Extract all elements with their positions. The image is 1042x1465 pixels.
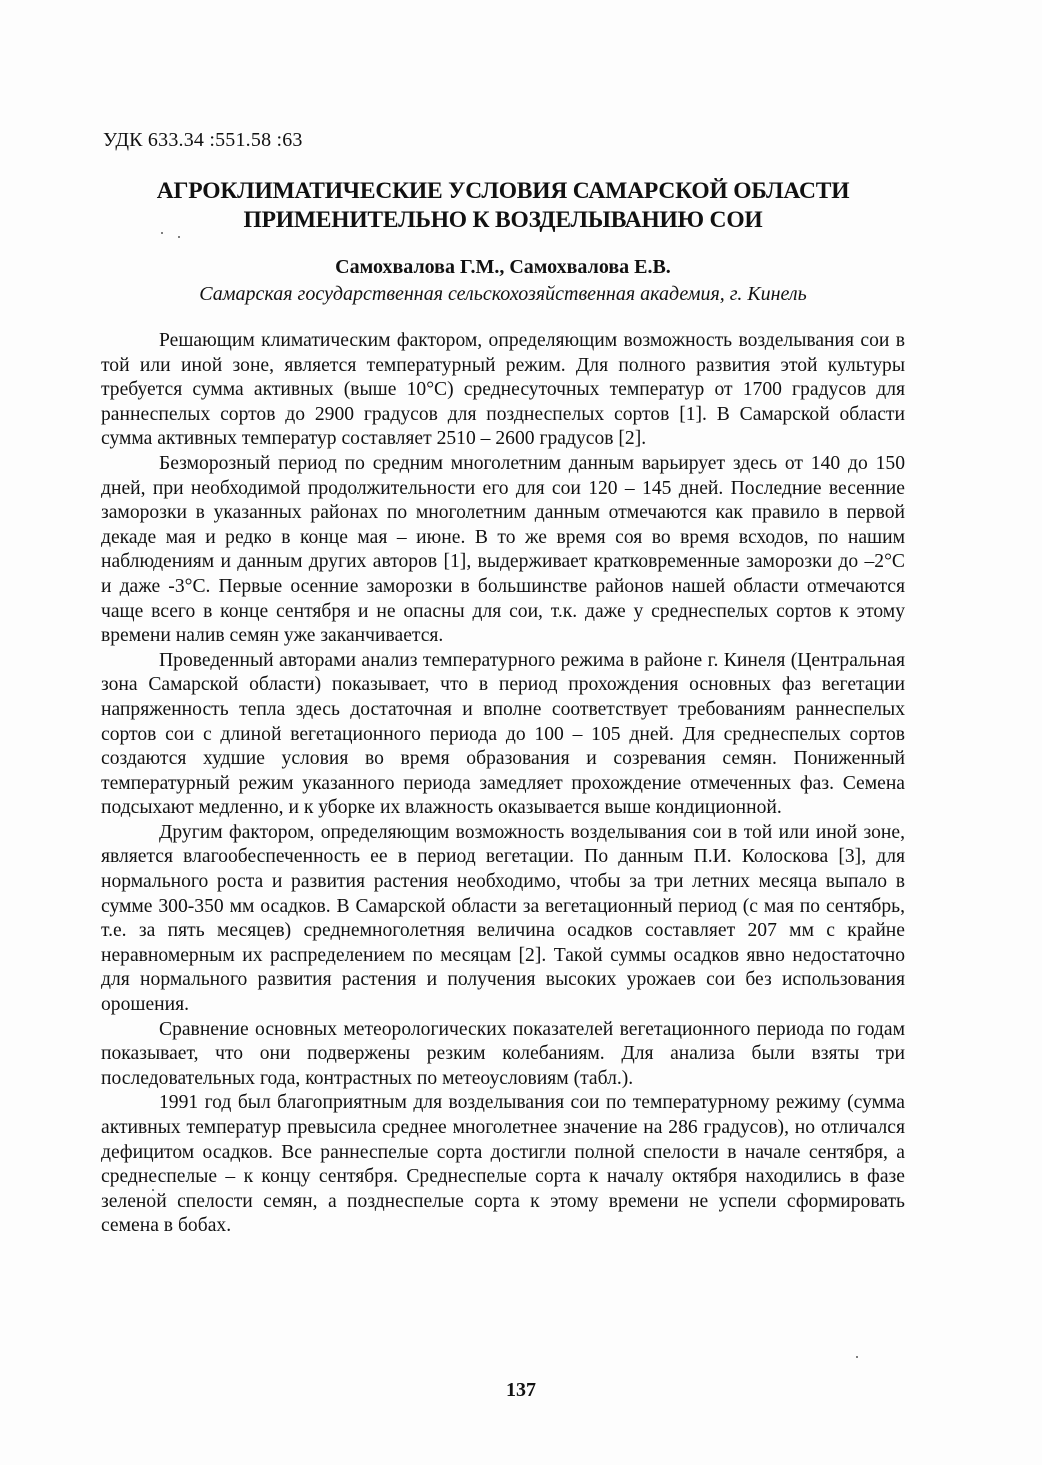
paragraph: 1991 год был благоприятным для возделывания сои по температурному режиму (сумма активных температур превысила среднее многолетнее значение на 286 градусов), но отличался дефицитом осадков. Все раннеспелые сорта достигли полной спелости в начале сентября, а среднеспелые – к концу сентября. Среднеспелые сорта к началу октября находились в фазе зеленой спелости семян, а позднеспелые сорта к этому времени не успели сформировать семена в бобах. [101,1092,905,1237]
article-body [101,329,905,1239]
affiliation: Самарская государственная сельскохозяйственная академия, г. Кинель [199,283,807,305]
paragraph: Безморозный период по средним многолетним данным варьирует здесь от 140 до 150 дней, при необходимой продолжительности его для сои 120 – 145 дней. Последние весенние заморозки в указанных районах по многолетним данным отмечаются как правило в первой декаде мая и редко в конце мая – июне. В то же время соя во время всходов, по нашим наблюдениям и данным других авторов [1], выдерживает кратковременные заморозки до –2°С и даже -3°С. Первые осенние заморозки в большинстве районов нашей области отмечаются чаще всего в конце сентября и не опасны для сои, т.к. даже у среднеспелых сортов к этому времени налив семян уже заканчивается. [101,452,905,647]
udc-code: УДК 633.34 :551.58 :63 [103,129,303,151]
title-line-1: АГРОКЛИМАТИЧЕСКИЕ УСЛОВИЯ САМАРСКОЙ ОБЛАСТИ [156,178,850,204]
paragraph: Проведенный авторами анализ температурного режима в районе г. Кинеля (Центральная зона Самарской области) показывает, что в период прохождения основных фаз вегетации напряженность тепла здесь достаточная и вполне соответствует требованиям раннеспелых сортов сои с длиной вегетационного периода до 100 – 105 дней. Для среднеспелых сортов создаются худшие условия во время образования и созревания семян. Пониженный температурный режим указанного периода замедляет прохождение отмеченных фаз. Семена подсыхают медленно, и к уборке их влажность оказывается выше кондиционной. [101,649,905,819]
paragraph: Сравнение основных метеорологических показателей вегетационного периода по годам показывает, что они подвержены резким колебаниям. Для анализа были взяты три последовательных года, контрастных по метеоусловиям (табл.). [101,1018,905,1089]
paragraph: Решающим климатическим фактором, определяющим возможность возделывания сои в той или иной зоне, является температурный режим. Для полного развития этой культуры требуется сумма активных (выше 10°С) среднесуточных температур от 1700 градусов для раннеспелых сортов до 2900 градусов для позднеспелых сортов [1]. В Самарской области сумма активных температур составляет 2510 – 2600 градусов [2]. [101,330,905,450]
scan-speck [856,1356,858,1358]
scan-speck [161,232,163,234]
article-title [100,177,906,235]
scan-speck [178,236,180,238]
scan-speck [152,1189,154,1191]
page-number: 137 [506,1379,536,1401]
title-line-2: ПРИМЕНИТЕЛЬНО К ВОЗДЕЛЫВАНИЮ СОИ [243,207,763,233]
paragraph: Другим фактором, определяющим возможность возделывания сои в той или иной зоне, является влагообеспеченность ее в период вегетации. По данным П.И. Колоскова [3], для нормального роста и развития растения необходимо, чтобы за три летних месяца выпало в сумме 300-350 мм осадков. В Самарской области за вегетационный период (с мая по сентябрь, т.е. за пять месяцев) среднемноголетняя величина осадков составляет 207 мм с крайне неравномерным их распределением по месяцам [2]. Такой суммы осадков явно недостаточно для нормального развития растения и получения высоких урожаев сои без использования орошения. [101,821,905,1016]
authors: Самохвалова Г.М., Самохвалова Е.В. [335,256,671,278]
